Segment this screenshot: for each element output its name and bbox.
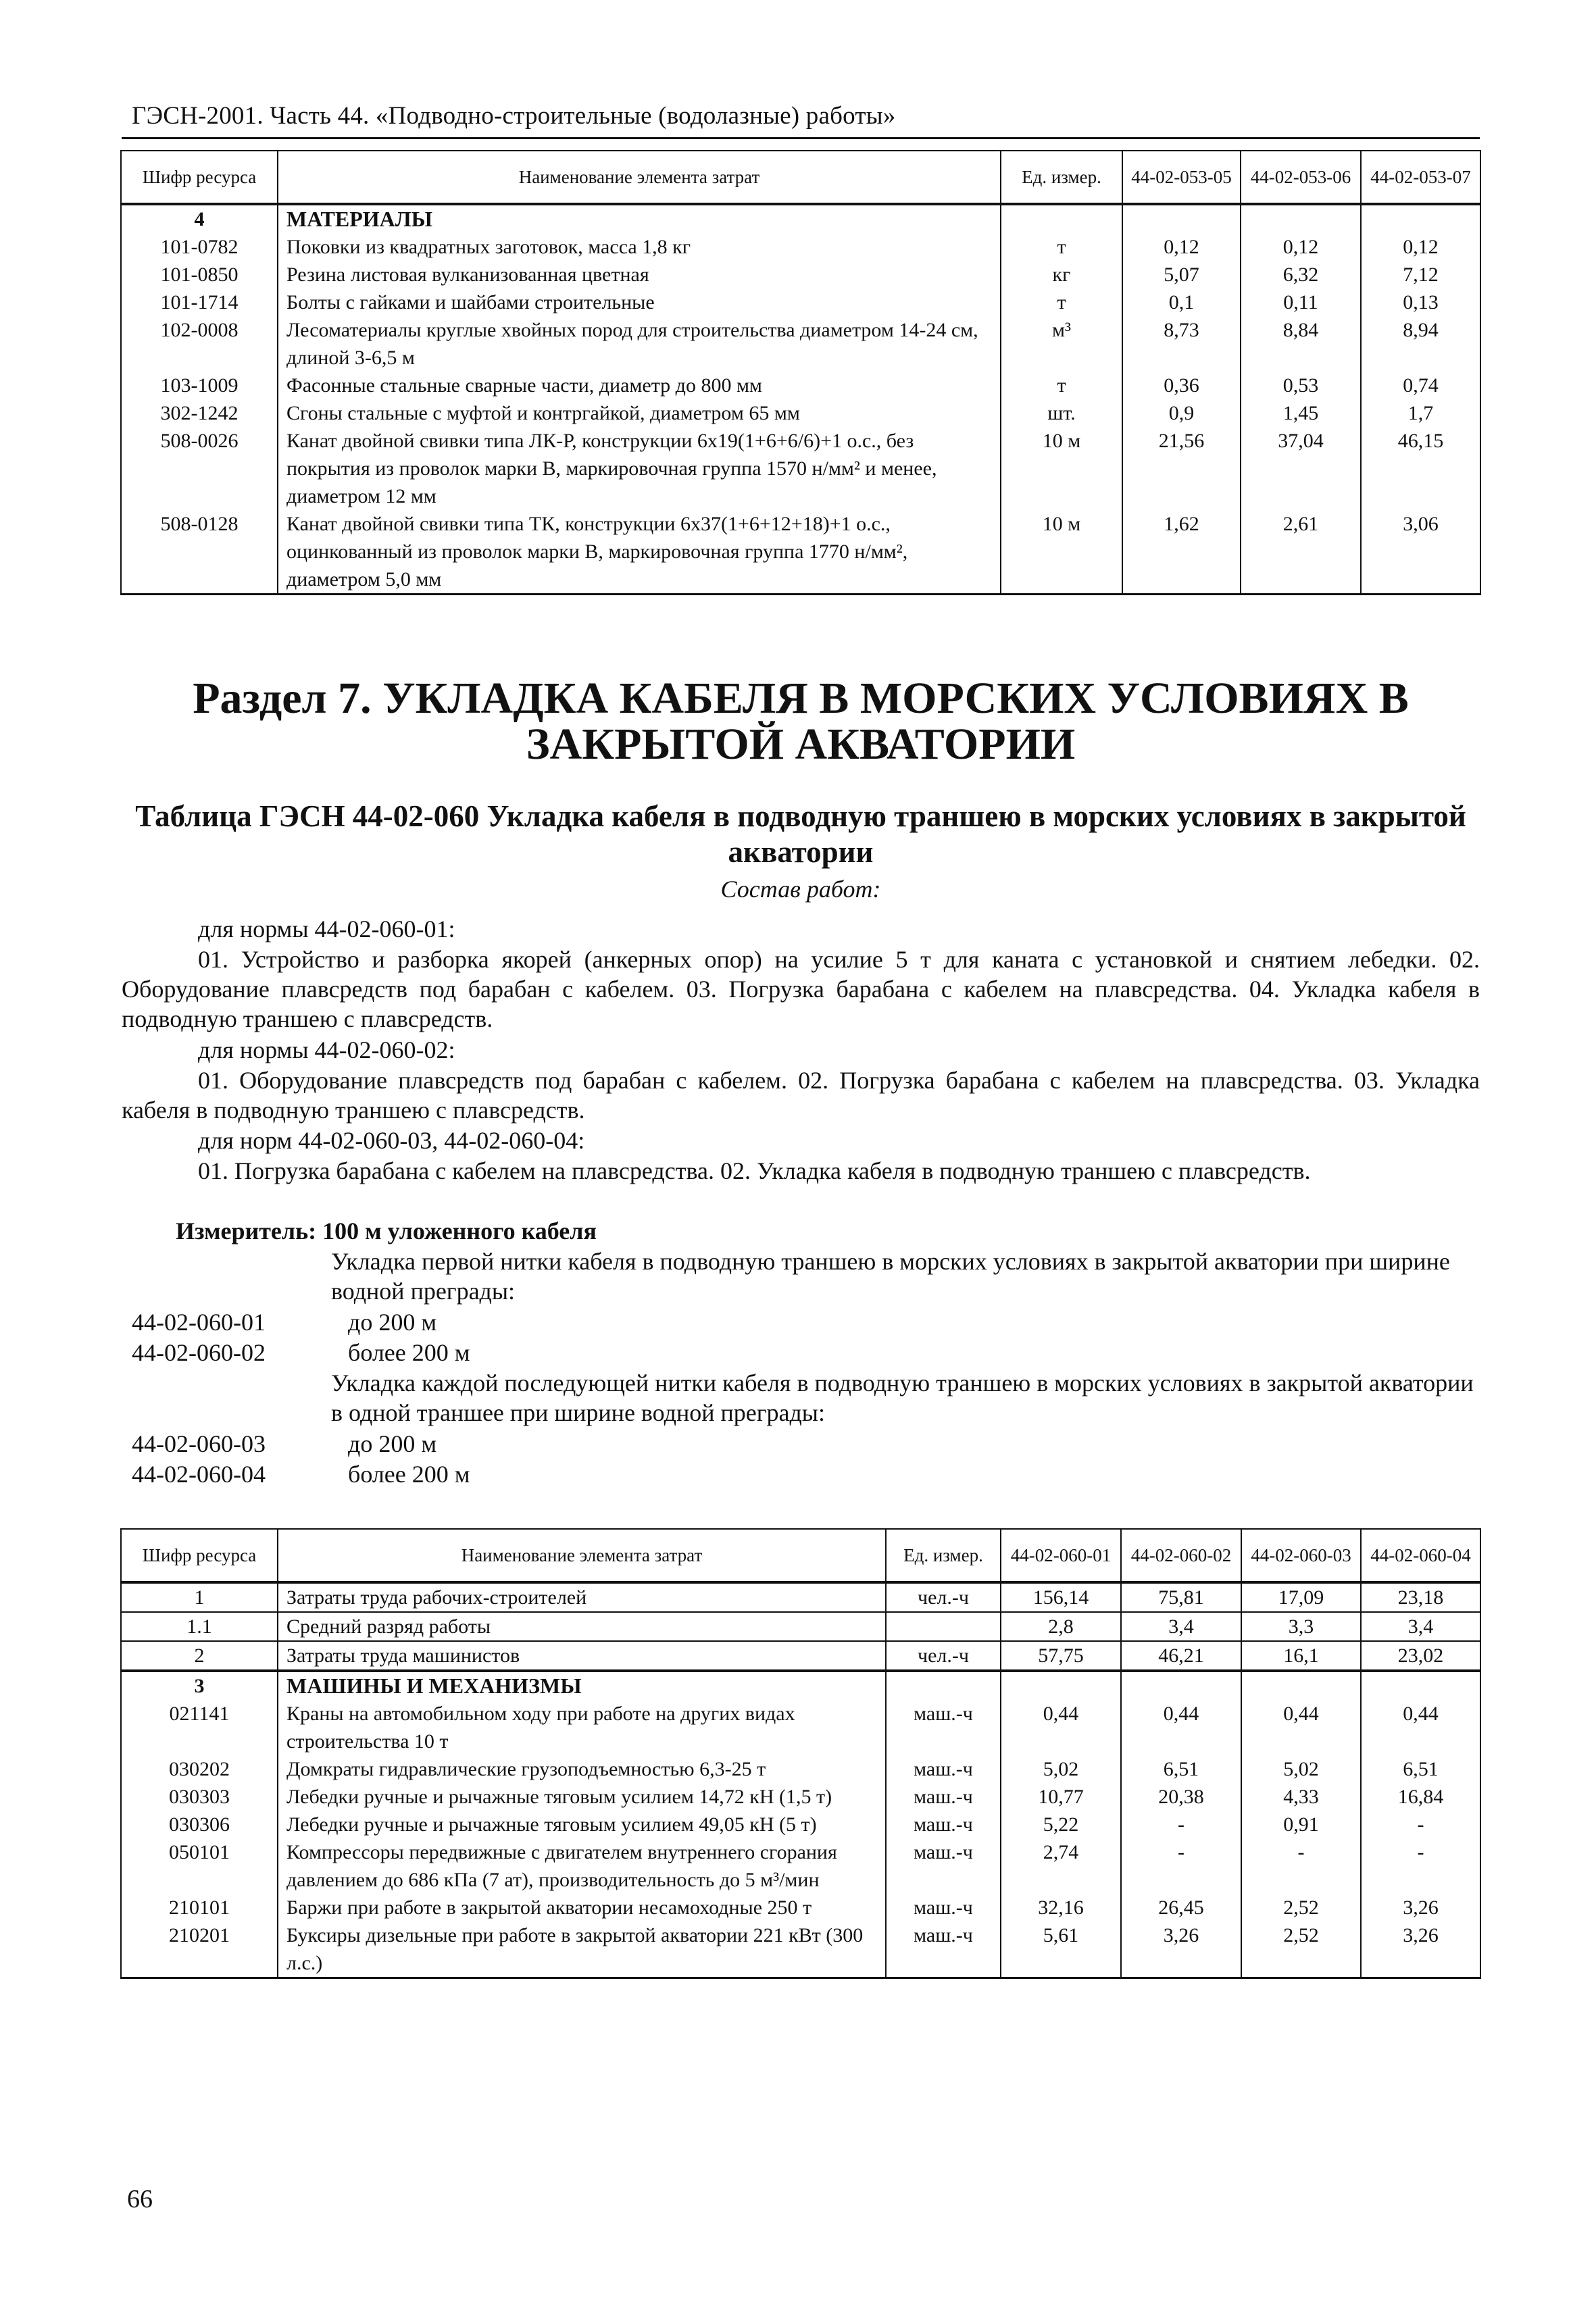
section-code: 3 [121,1671,278,1700]
value-cell: 0,74 [1361,372,1480,399]
unit-cell: м³ [1001,316,1122,372]
value-cell: 17,09 [1241,1582,1361,1612]
table-row [121,372,1480,399]
unit-cell: маш.-ч [886,1921,1001,1978]
table-row [121,510,1480,595]
table-row [121,1755,1480,1783]
col-header-name: Наименование элемента затрат [278,1529,886,1582]
value-cell: 2,52 [1241,1921,1361,1978]
resource-name: Баржи при работе в закрытой акватории несамоходные 250 т [278,1894,886,1921]
unit-cell: т [1001,233,1122,261]
norm-code: 44-02-060-02 [132,1339,266,1366]
empty-cell [1241,1671,1361,1700]
value-cell: - [1121,1811,1241,1838]
section-title: Раздел 7. УКЛАДКА КАБЕЛЯ В МОРСКИХ УСЛОВИЯХ В ЗАКРЫТОЙ АКВАТОРИИ [193,674,1409,769]
resource-name: Фасонные стальные сварные части, диаметр до 800 мм [278,372,1001,399]
col-header-norm: 44-02-060-04 [1361,1529,1480,1582]
value-cell: 6,51 [1121,1755,1241,1783]
value-cell: 2,52 [1241,1894,1361,1921]
section-code: 4 [121,204,278,233]
table-row [121,1612,1480,1641]
value-cell: 21,56 [1122,427,1241,510]
value-cell: 10,77 [1001,1783,1121,1811]
value-cell: 1,45 [1241,399,1361,427]
value-cell: 156,14 [1001,1582,1121,1612]
resource-code: 508-0026 [121,427,278,510]
col-header-name: Наименование элемента затрат [278,151,1001,204]
header-rule [122,137,1480,139]
value-cell: - [1121,1838,1241,1894]
table-row [121,1641,1480,1671]
table-row [121,1700,1480,1755]
section-row [121,1671,1480,1700]
resource-name: Лесоматериалы круглые хвойных пород для строительства диаметром 14-24 см, длиной 3-6,5 м [278,316,1001,372]
unit-cell: маш.-ч [886,1838,1001,1894]
section-name: МАШИНЫ И МЕХАНИЗМЫ [278,1671,886,1700]
value-cell: 5,07 [1122,261,1241,288]
meter-label: Измеритель: 100 м уложенного кабеля [176,1217,597,1244]
value-cell: 0,53 [1241,372,1361,399]
resource-code: 030303 [121,1783,278,1811]
unit-cell: 10 м [1001,427,1122,510]
value-cell: - [1361,1811,1480,1838]
resource-code: 508-0128 [121,510,278,595]
resource-name: Сгоны стальные с муфтой и контргайкой, диаметром 65 мм [278,399,1001,427]
value-cell: 3,4 [1361,1612,1480,1641]
value-cell: 0,11 [1241,288,1361,316]
norm-code: 44-02-060-03 [132,1430,266,1457]
col-header-norm: 44-02-060-03 [1241,1529,1361,1582]
col-header-norm: 44-02-053-05 [1122,151,1241,204]
value-cell: 4,33 [1241,1783,1361,1811]
table-row [121,233,1480,261]
table-row [121,1921,1480,1978]
value-cell: 1,62 [1122,510,1241,595]
value-cell: 32,16 [1001,1894,1121,1921]
norm2-label: для нормы 44-02-060-02: [198,1036,455,1063]
resource-name: Краны на автомобильном ходу при работе на других видах строительства 10 т [278,1700,886,1755]
resource-code: 050101 [121,1838,278,1894]
resource-code: 030306 [121,1811,278,1838]
value-cell: - [1361,1838,1480,1894]
value-cell: 0,1 [1122,288,1241,316]
work-composition-heading: Состав работ: [720,876,881,903]
value-cell: 5,02 [1001,1755,1121,1783]
resource-code: 2 [121,1641,278,1671]
col-header-unit: Ед. измер. [1001,151,1122,204]
value-cell: 0,36 [1122,372,1241,399]
empty-cell [1001,1671,1121,1700]
value-cell: 0,44 [1001,1700,1121,1755]
resource-name: Буксиры дизельные при работе в закрытой акватории 221 кВт (300 л.с.) [278,1921,886,1978]
unit-cell: т [1001,372,1122,399]
table-row [121,261,1480,288]
value-cell: 23,02 [1361,1641,1480,1671]
resource-name: Затраты труда рабочих-строителей [278,1582,886,1612]
table-row [121,316,1480,372]
col-header-unit: Ед. измер. [886,1529,1001,1582]
norm1-label: для нормы 44-02-060-01: [198,915,455,942]
value-cell: 37,04 [1241,427,1361,510]
resource-code: 021141 [121,1700,278,1755]
resource-code: 101-1714 [121,288,278,316]
resource-code: 1 [121,1582,278,1612]
table-row [121,1838,1480,1894]
empty-cell [1121,1671,1241,1700]
resource-name: Лебедки ручные и рычажные тяговым усилием 14,72 кН (1,5 т) [278,1783,886,1811]
col-header-code: Шифр ресурса [121,1529,278,1582]
resource-code: 101-0850 [121,261,278,288]
value-cell: 57,75 [1001,1641,1121,1671]
value-cell: 3,06 [1361,510,1480,595]
table-row [121,1894,1480,1921]
unit-cell: т [1001,288,1122,316]
norm-text: более 200 м [348,1461,470,1488]
unit-cell: маш.-ч [886,1811,1001,1838]
resource-name: Резина листовая вулканизованная цветная [278,261,1001,288]
value-cell: 0,44 [1361,1700,1480,1755]
table-row [121,1811,1480,1838]
unit-cell: шт. [1001,399,1122,427]
norm1-text: 01. Устройство и разборка якорей (анкерных опор) на усилие 5 т для каната с установкой и снятием лебедки. 02. Оборудование плавсредств под барабан с кабелем. 03. Погрузка барабана с кабелем на плавсредства. 04. Укладка кабеля в подводную траншею с плавсредств. [122,946,1480,1032]
running-header: ГЭСН-2001. Часть 44. «Подводно-строительные (водолазные) работы» [132,102,896,130]
value-cell: 16,84 [1361,1783,1480,1811]
resource-name: Поковки из квадратных заготовок, масса 1,8 кг [278,233,1001,261]
norm2-text: 01. Оборудование плавсредств под барабан с кабелем. 02. Погрузка барабана с кабелем на плавсредства. 03. Укладка кабеля в подводную траншею с плавсредств. [122,1067,1480,1124]
empty-cell [1361,1671,1480,1700]
section-row [121,204,1480,233]
unit-cell: чел.-ч [886,1582,1001,1612]
value-cell: 3,3 [1241,1612,1361,1641]
unit-cell: 10 м [1001,510,1122,595]
norm-text: до 200 м [348,1430,437,1457]
resource-name: Лебедки ручные и рычажные тяговым усилием 49,05 кН (5 т) [278,1811,886,1838]
unit-cell: маш.-ч [886,1700,1001,1755]
resource-code: 103-1009 [121,372,278,399]
value-cell: 5,22 [1001,1811,1121,1838]
value-cell: 3,26 [1121,1921,1241,1978]
value-cell: 3,26 [1361,1894,1480,1921]
resource-code: 210101 [121,1894,278,1921]
value-cell: 2,8 [1001,1612,1121,1641]
section-name: МАТЕРИАЛЫ [278,204,1001,233]
value-cell: 1,7 [1361,399,1480,427]
unit-cell [886,1612,1001,1641]
value-cell: 20,38 [1121,1783,1241,1811]
norm-group1-text: Укладка первой нитки кабеля в подводную траншею в морских условиях в закрытой акватории при ширине водной преграды: [331,1248,1450,1305]
unit-cell: маш.-ч [886,1755,1001,1783]
empty-cell [886,1671,1001,1700]
resource-name: Компрессоры передвижные с двигателем внутреннего сгорания давлением до 686 кПа (7 ат), производительность до 5 м³/мин [278,1838,886,1894]
resources-table [120,1528,1481,1979]
norm-group2-text: Укладка каждой последующей нитки кабеля в подводную траншею в морских условиях в закрытой акватории в одной траншее при ширине водной преграды: [331,1369,1474,1426]
resource-name: Канат двойной свивки типа ТК, конструкции 6х37(1+6+12+18)+1 о.с., оцинкованный из проволок марки В, маркировочная группа 1770 н/мм², диаметром 5,0 мм [278,510,1001,595]
value-cell: 3,26 [1361,1921,1480,1978]
value-cell: 8,84 [1241,316,1361,372]
value-cell: 75,81 [1121,1582,1241,1612]
value-cell: 0,44 [1241,1700,1361,1755]
resource-code: 302-1242 [121,399,278,427]
value-cell: 2,61 [1241,510,1361,595]
norm-code: 44-02-060-01 [132,1309,266,1336]
value-cell: - [1241,1838,1361,1894]
resource-name: Затраты труда машинистов [278,1641,886,1671]
value-cell: 2,74 [1001,1838,1121,1894]
unit-cell: маш.-ч [886,1894,1001,1921]
resource-name: Средний разряд работы [278,1612,886,1641]
table-row [121,1783,1480,1811]
value-cell: 8,94 [1361,316,1480,372]
unit-cell: маш.-ч [886,1783,1001,1811]
value-cell: 8,73 [1122,316,1241,372]
table-row [121,1582,1480,1612]
value-cell: 0,12 [1241,233,1361,261]
unit-cell: кг [1001,261,1122,288]
value-cell: 6,51 [1361,1755,1480,1783]
value-cell: 26,45 [1121,1894,1241,1921]
resource-name: Домкраты гидравлические грузоподъемностью 6,3-25 т [278,1755,886,1783]
value-cell: 5,61 [1001,1921,1121,1978]
col-header-norm: 44-02-053-06 [1241,151,1361,204]
value-cell: 46,15 [1361,427,1480,510]
value-cell: 0,9 [1122,399,1241,427]
unit-cell: чел.-ч [886,1641,1001,1671]
value-cell: 16,1 [1241,1641,1361,1671]
norm3-text: 01. Погрузка барабана с кабелем на плавсредства. 02. Укладка кабеля в подводную траншею с плавсредств. [198,1157,1311,1184]
resource-code: 102-0008 [121,316,278,372]
value-cell: 0,12 [1361,233,1480,261]
value-cell: 46,21 [1121,1641,1241,1671]
norm-code: 44-02-060-04 [132,1461,266,1488]
table-row [121,427,1480,510]
value-cell: 5,02 [1241,1755,1361,1783]
norm-text: до 200 м [348,1309,437,1336]
value-cell: 6,32 [1241,261,1361,288]
table-row [121,399,1480,427]
value-cell: 0,12 [1122,233,1241,261]
table-title: Таблица ГЭСН 44-02-060 Укладка кабеля в подводную траншею в морских условиях в закрытой акватории [135,799,1466,869]
value-cell: 7,12 [1361,261,1480,288]
resource-code: 101-0782 [121,233,278,261]
value-cell: 0,91 [1241,1811,1361,1838]
col-header-code: Шифр ресурса [121,151,278,204]
page-number: 66 [127,2185,153,2213]
col-header-norm: 44-02-060-01 [1001,1529,1121,1582]
value-cell: 3,4 [1121,1612,1241,1641]
resource-code: 1.1 [121,1612,278,1641]
resource-code: 030202 [121,1755,278,1783]
value-cell: 0,44 [1121,1700,1241,1755]
col-header-norm: 44-02-060-02 [1121,1529,1241,1582]
norm-text: более 200 м [348,1339,470,1366]
col-header-norm: 44-02-053-07 [1361,151,1480,204]
resource-name: Болты с гайками и шайбами строительные [278,288,1001,316]
value-cell: 0,13 [1361,288,1480,316]
value-cell: 23,18 [1361,1582,1480,1612]
materials-table [120,150,1481,595]
norm3-label: для норм 44-02-060-03, 44-02-060-04: [198,1127,585,1154]
table-row [121,288,1480,316]
resource-code: 210201 [121,1921,278,1978]
resource-name: Канат двойной свивки типа ЛК-Р, конструкции 6х19(1+6+6/6)+1 о.с., без покрытия из проволок марки В, маркировочная группа 1570 н/мм² и менее, диаметром 12 мм [278,427,1001,510]
